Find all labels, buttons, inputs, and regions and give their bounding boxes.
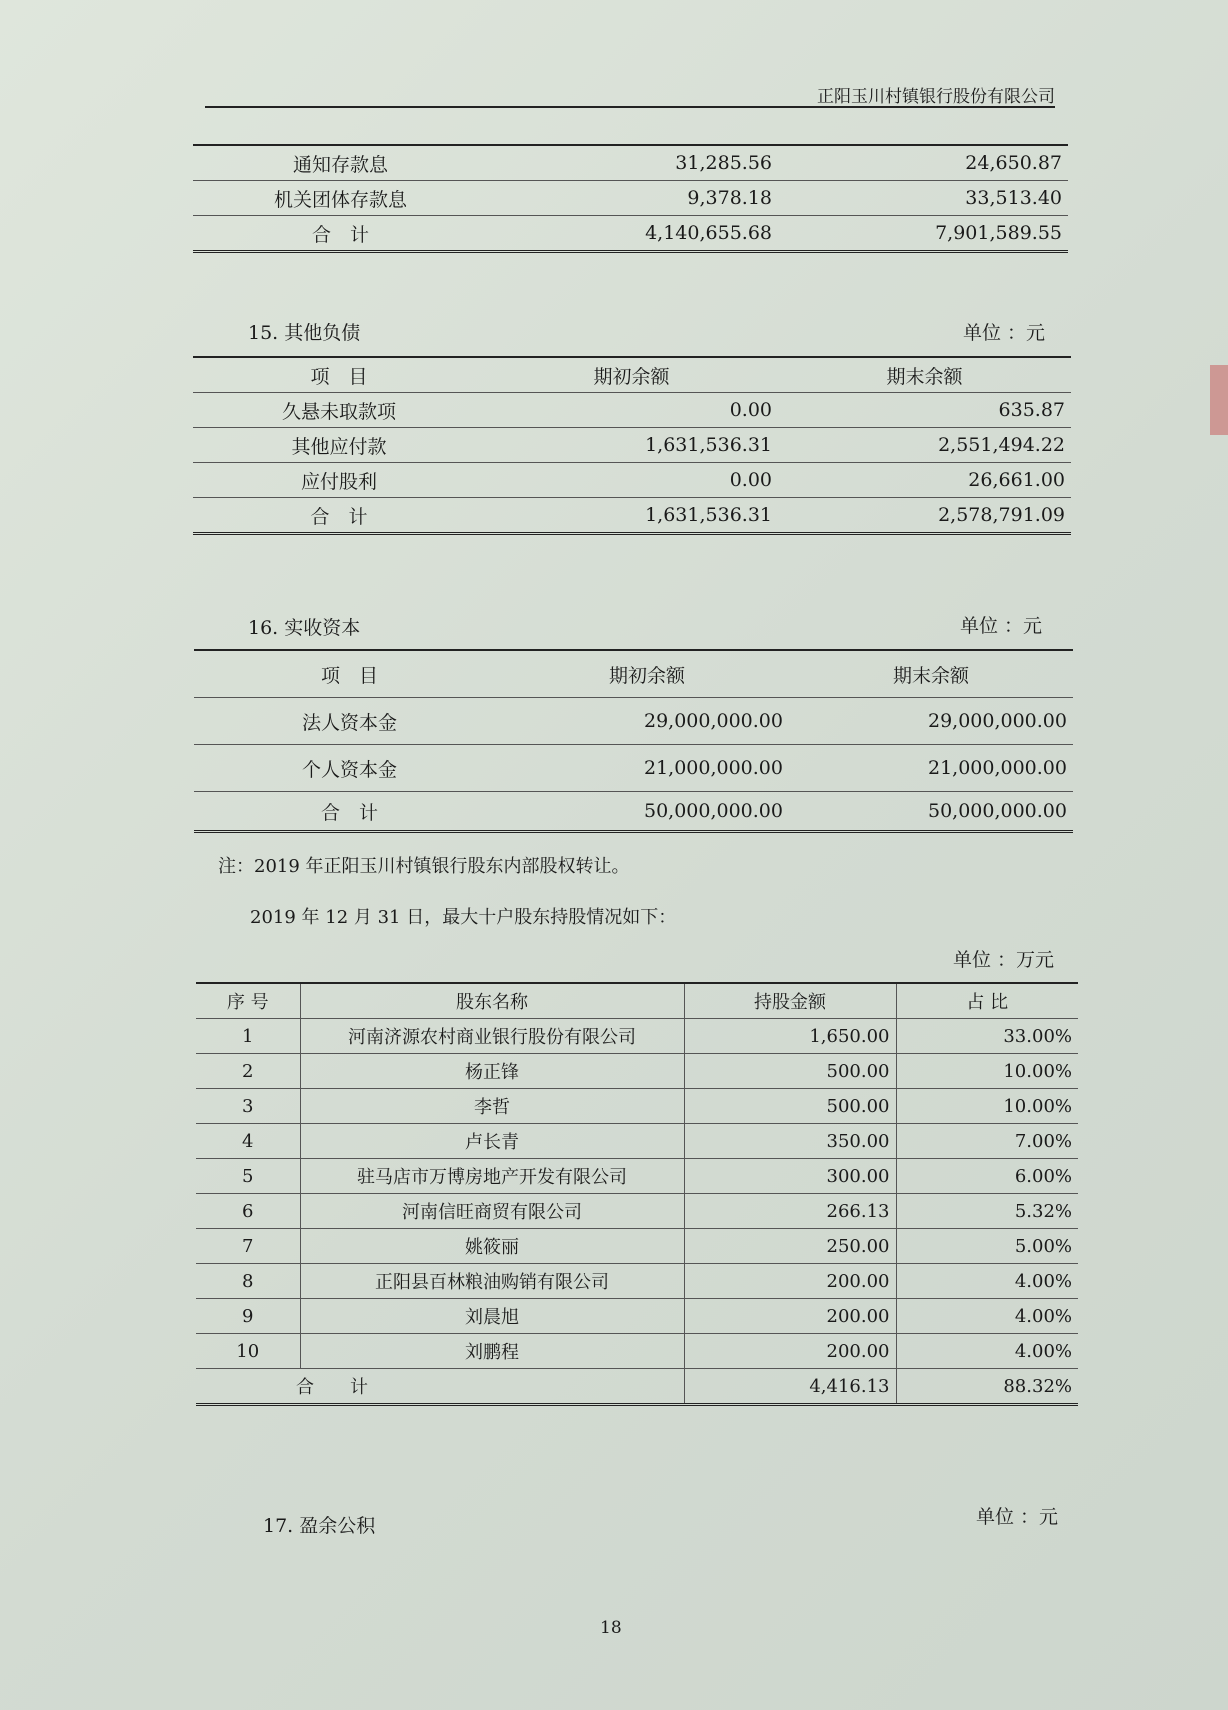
page-header — [205, 80, 1055, 108]
section-15-unit: 单位 ：元 — [963, 322, 1046, 344]
cell-item: 合 计 — [194, 792, 505, 832]
cell-pct: 6.00% — [896, 1159, 1078, 1194]
header-end: 期末余额 — [789, 650, 1073, 698]
table-row — [193, 428, 1071, 463]
table-row — [194, 698, 1073, 745]
table-row — [196, 1334, 1078, 1369]
table-row — [196, 1264, 1078, 1299]
cell-begin: 1,631,536.31 — [485, 428, 778, 463]
table-row — [196, 1159, 1078, 1194]
table-row — [193, 145, 1068, 181]
table-row — [196, 1124, 1078, 1159]
cell-name: 杨正锋 — [300, 1054, 684, 1089]
table-row — [196, 1089, 1078, 1124]
table-row — [196, 1054, 1078, 1089]
total-label: 合 计 — [196, 1369, 684, 1405]
table-row-total — [193, 216, 1068, 252]
cell-begin: 29,000,000.00 — [505, 698, 789, 745]
cell-begin: 9,378.18 — [488, 181, 778, 216]
cell-amount: 500.00 — [684, 1089, 896, 1124]
cell-amount: 250.00 — [684, 1229, 896, 1264]
cell-pct: 4.00% — [896, 1264, 1078, 1299]
header-pct: 占 比 — [896, 983, 1078, 1019]
cell-amount: 200.00 — [684, 1299, 896, 1334]
cell-no: 2 — [196, 1054, 300, 1089]
header-item: 项 目 — [194, 650, 505, 698]
section-17-unit: 单位 ：元 — [976, 1506, 1059, 1528]
cell-pct: 4.00% — [896, 1299, 1078, 1334]
shareholders-table — [196, 982, 1078, 1406]
cell-pct: 33.00% — [896, 1019, 1078, 1054]
cell-name: 姚筱丽 — [300, 1229, 684, 1264]
cell-end: 26,661.00 — [778, 463, 1071, 498]
cell-item: 法人资本金 — [194, 698, 505, 745]
header-amount: 持股金额 — [684, 983, 896, 1019]
total-amount: 4,416.13 — [684, 1369, 896, 1405]
cell-no: 9 — [196, 1299, 300, 1334]
other-liabilities-table — [193, 356, 1071, 535]
cell-name: 河南济源农村商业银行股份有限公司 — [300, 1019, 684, 1054]
cell-begin: 4,140,655.68 — [488, 216, 778, 252]
cell-end: 2,578,791.09 — [778, 498, 1071, 534]
section-16-unit: 单位 ：元 — [960, 615, 1043, 637]
table-row — [193, 463, 1071, 498]
cell-amount: 350.00 — [684, 1124, 896, 1159]
cell-pct: 4.00% — [896, 1334, 1078, 1369]
cell-name: 驻马店市万博房地产开发有限公司 — [300, 1159, 684, 1194]
table-row — [194, 745, 1073, 792]
cell-begin: 1,631,536.31 — [485, 498, 778, 534]
shareholders-unit: 单位 ：万元 — [953, 949, 1055, 971]
cell-begin: 31,285.56 — [488, 145, 778, 181]
cell-item: 通知存款息 — [193, 145, 488, 181]
cell-item: 机关团体存款息 — [193, 181, 488, 216]
table-row — [196, 1229, 1078, 1264]
cell-no: 6 — [196, 1194, 300, 1229]
cell-no: 5 — [196, 1159, 300, 1194]
shareholders-intro: 2019 年 12 月 31 日，最大十户股东持股情况如下： — [250, 907, 677, 928]
cell-begin: 50,000,000.00 — [505, 792, 789, 832]
cell-no: 3 — [196, 1089, 300, 1124]
cell-no: 10 — [196, 1334, 300, 1369]
cell-name: 卢长青 — [300, 1124, 684, 1159]
table-row-total — [193, 498, 1071, 534]
header-item: 项 目 — [193, 357, 485, 393]
table-row — [193, 393, 1071, 428]
cell-begin: 0.00 — [485, 463, 778, 498]
section-17-title: 17. 盈余公积 — [263, 1515, 376, 1537]
table-row-total — [196, 1369, 1078, 1405]
cell-end: 635.87 — [778, 393, 1071, 428]
cell-item: 其他应付款 — [193, 428, 485, 463]
cell-item: 应付股利 — [193, 463, 485, 498]
table-header-row — [194, 650, 1073, 698]
cell-end: 33,513.40 — [778, 181, 1068, 216]
cell-no: 4 — [196, 1124, 300, 1159]
table-header-row — [193, 357, 1071, 393]
cell-begin: 0.00 — [485, 393, 778, 428]
section-16-title: 16. 实收资本 — [248, 617, 361, 639]
cell-end: 24,650.87 — [778, 145, 1068, 181]
header-company: 正阳玉川村镇银行股份有限公司 — [817, 87, 1055, 107]
header-no: 序 号 — [196, 983, 300, 1019]
cell-end: 29,000,000.00 — [789, 698, 1073, 745]
interest-table — [193, 144, 1068, 253]
cell-item: 个人资本金 — [194, 745, 505, 792]
cell-no: 8 — [196, 1264, 300, 1299]
header-name: 股东名称 — [300, 983, 684, 1019]
red-stamp-edge — [1210, 365, 1228, 435]
table-row-total — [194, 792, 1073, 832]
cell-name: 刘晨旭 — [300, 1299, 684, 1334]
transfer-note: 注：2019 年正阳玉川村镇银行股东内部股权转让。 — [218, 856, 630, 877]
cell-amount: 500.00 — [684, 1054, 896, 1089]
cell-end: 21,000,000.00 — [789, 745, 1073, 792]
paid-in-capital-table — [194, 649, 1073, 833]
header-end: 期末余额 — [778, 357, 1071, 393]
cell-no: 1 — [196, 1019, 300, 1054]
cell-name: 刘鹏程 — [300, 1334, 684, 1369]
cell-end: 2,551,494.22 — [778, 428, 1071, 463]
cell-amount: 200.00 — [684, 1334, 896, 1369]
cell-amount: 300.00 — [684, 1159, 896, 1194]
cell-pct: 10.00% — [896, 1089, 1078, 1124]
total-pct: 88.32% — [896, 1369, 1078, 1405]
table-header-row — [196, 983, 1078, 1019]
cell-item: 合 计 — [193, 498, 485, 534]
table-row — [196, 1299, 1078, 1334]
cell-name: 正阳县百林粮油购销有限公司 — [300, 1264, 684, 1299]
page-number: 18 — [600, 1618, 622, 1638]
table-row — [196, 1019, 1078, 1054]
header-begin: 期初余额 — [505, 650, 789, 698]
cell-pct: 5.00% — [896, 1229, 1078, 1264]
cell-end: 50,000,000.00 — [789, 792, 1073, 832]
cell-name: 李哲 — [300, 1089, 684, 1124]
cell-amount: 1,650.00 — [684, 1019, 896, 1054]
cell-amount: 266.13 — [684, 1194, 896, 1229]
table-row — [196, 1194, 1078, 1229]
cell-no: 7 — [196, 1229, 300, 1264]
cell-end: 7,901,589.55 — [778, 216, 1068, 252]
cell-begin: 21,000,000.00 — [505, 745, 789, 792]
cell-name: 河南信旺商贸有限公司 — [300, 1194, 684, 1229]
cell-item: 合 计 — [193, 216, 488, 252]
cell-pct: 5.32% — [896, 1194, 1078, 1229]
cell-pct: 7.00% — [896, 1124, 1078, 1159]
section-15-title: 15. 其他负债 — [248, 322, 361, 344]
header-begin: 期初余额 — [485, 357, 778, 393]
table-row — [193, 181, 1068, 216]
cell-item: 久悬未取款项 — [193, 393, 485, 428]
cell-pct: 10.00% — [896, 1054, 1078, 1089]
cell-amount: 200.00 — [684, 1264, 896, 1299]
